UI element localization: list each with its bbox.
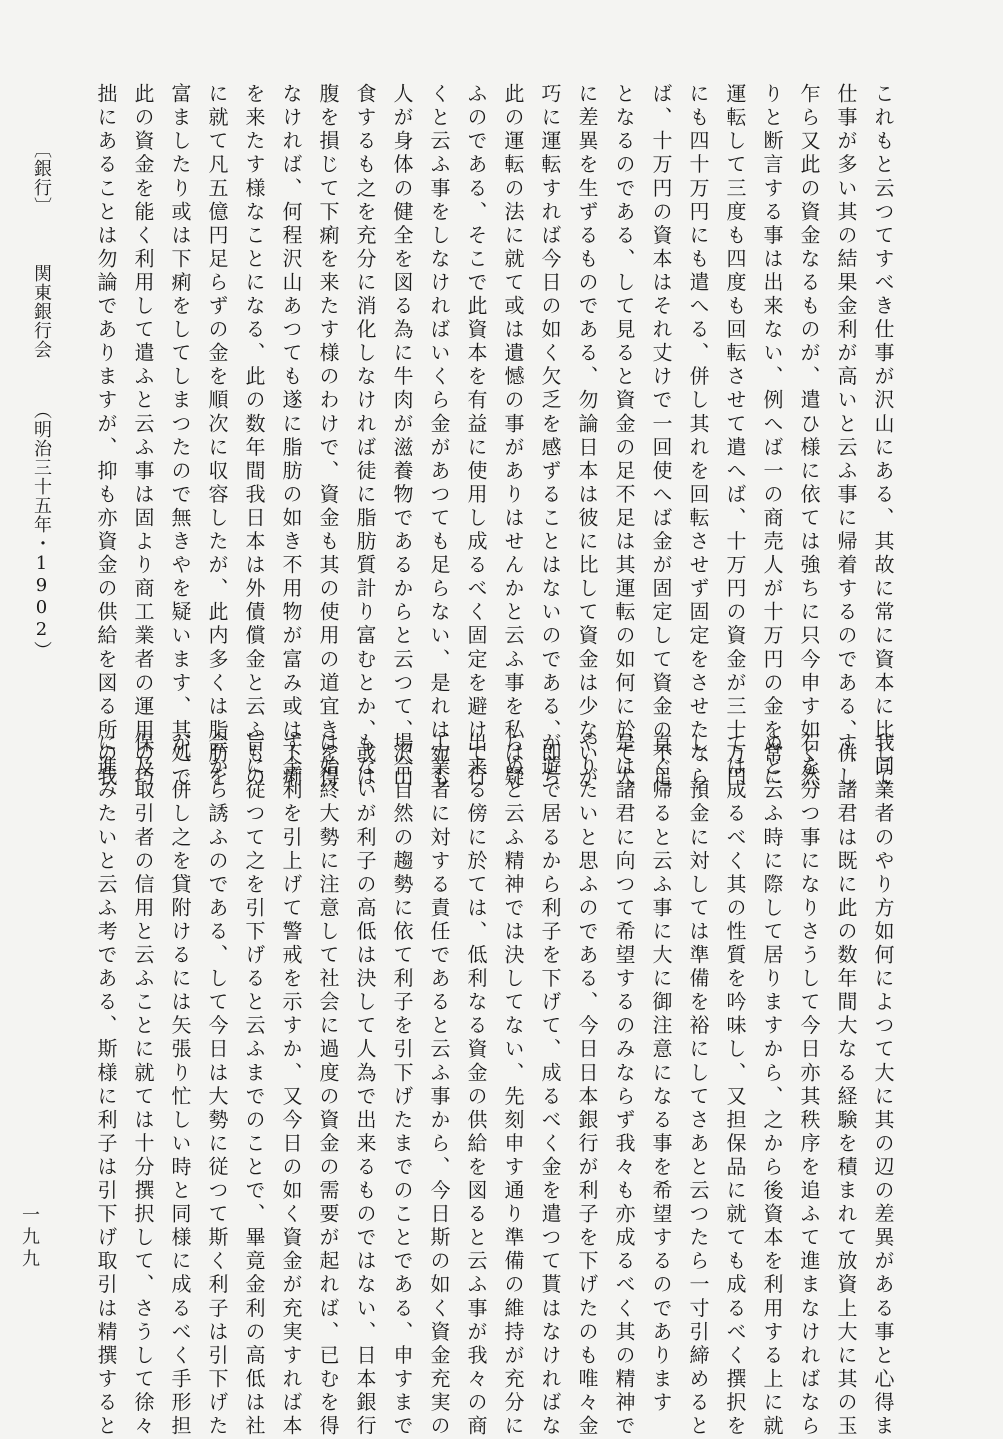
running-header xyxy=(28,140,54,660)
text-column: 此の運転の法に就て或は遺憾の事がありはせんかと云ふ事を私は疑 xyxy=(501,83,525,790)
text-column: 旨に従つて之を引下げると云ふまでのことで、畢竟金利の高低は社 xyxy=(242,732,266,1439)
text-column: となるのである、して見ると資金の足不足は其運転の如何に於て大 xyxy=(612,83,636,790)
text-column: くと云ふ事をしなければいくら金があつても足らない、是れは宛も xyxy=(427,83,451,790)
text-column: ば、十万円の資本はそれ丈けで一回使へば金が固定して資金の不足 xyxy=(649,83,673,790)
text-column: なければ、何程沢山あつても遂に脂肪の如き不用物が富み或は下痢 xyxy=(279,83,303,790)
text-column: は始終大勢に注意して社会に過度の資金の需要が起れば、已むを得 xyxy=(316,732,340,1439)
text-column: 直ぐ帰ると云ふ事に大に御注意になる事を希望するのであります xyxy=(649,732,673,1415)
text-column: これもと云つてすべき仕事が沢山にある、其故に常に資本に比して xyxy=(871,83,895,790)
text-column: 石を分つ事になりさうして今日亦其秩序を追ふて進まなければなら xyxy=(797,732,821,1439)
text-column: に差異を生ずるものである、勿論日本は彼に比して資金は少ないが xyxy=(575,83,599,790)
text-column: りと断言する事は出来ない、例へば一の商売人が十万円の金を常に xyxy=(760,83,784,790)
text-column: 此の資金を能く利用して遣ふと云ふ事は固より商工業者の運用の巧 xyxy=(131,83,155,790)
text-column: 人が身体の健全を図る為に牛肉が滋養物であるからと云つて、沢山 xyxy=(390,83,414,790)
text-column: し、預金に対しては準備を裕にしてさあと云つたら一寸引締めると xyxy=(686,732,710,1439)
text-column: 我同業者のやり方如何によつて大に其の辺の差異がある事と心得ま xyxy=(871,732,895,1439)
text-column: 拙にあることは勿論でありますが、抑も亦資金の供給を図る所の我 xyxy=(94,83,118,790)
text-column: にも四十万円にも遣へる、併し其れを回転させず固定をさせたなら xyxy=(686,83,710,790)
text-column: 工業者に対する責任であると云ふ事から、今日斯の如く資金充実の xyxy=(427,732,451,1439)
text-column: が遊で居るから利子を下げて、成るべく金を遣つて貰はなければな xyxy=(538,732,562,1439)
text-column: 富ましたり或は下痢をしてしまつたので無きやを疑います、其処で xyxy=(168,83,192,790)
text-column: ふのである、そこで此資本を有益に使用し成るべく固定を避けて行 xyxy=(464,83,488,790)
text-column: を来たす様なことになる、此の数年間我日本は外債償金と云ふもの xyxy=(242,83,266,790)
text-column: もないが利子の高低は決して人為で出来るものではない、日本銀行 xyxy=(353,732,377,1439)
text-column: 是は諸君に向つて希望するのみならず我々も亦成るべく其の精神で xyxy=(612,732,636,1439)
text-column: 保及取引者の信用と云ふことに就ては十分撰択して、さうして徐々 xyxy=(131,732,155,1439)
text-column: 食するも之を充分に消化しなければ徒に脂肪質計り富むとか、或は xyxy=(353,83,377,790)
text-column: ては成るべく其の性質を吟味し、又担保品に就ても成るべく撰択を xyxy=(723,732,747,1439)
text-column: に就て凡五億円足らずの金を順次に収容したが、此内多くは脂肪を xyxy=(205,83,229,790)
text-column: ず金利を引上げて警戒を示すか、又今日の如く資金が充実すれば本 xyxy=(279,732,303,1439)
text-column: やりたいと思ふのである、今日日本銀行が利子を下げたのも唯々金 xyxy=(575,732,599,1439)
text-column: に進みたいと云ふ考である、斯様に利子は引下げ取引は精撰すると xyxy=(94,732,118,1439)
text-column: 出来る傍に於ては、低利なる資金の供給を図ると云ふ事が我々の商 xyxy=(464,732,488,1439)
text-column: ぬと云ふ時に際して居りますから、之から後資本を利用する上に就 xyxy=(760,732,784,1439)
text-column: らぬと云ふ精神では決してない、先刻申す通り準備の維持が充分に xyxy=(501,732,525,1439)
text-column: 場合自然の趨勢に依て利子を引下げたまでのことである、申すまで xyxy=(390,732,414,1439)
text-column: 腹を損じて下痢を来たす様のわけで、資金も其の使用の道宜きを得 xyxy=(316,83,340,790)
text-column: 巧に運転すれば今日の如く欠乏を感ずることはないのである、即ち xyxy=(538,83,562,790)
header-label: 〔銀行〕 xyxy=(31,140,52,216)
text-column: す、諸君は既に此の数年間大なる経験を積まれて放資上大に其の玉 xyxy=(834,732,858,1439)
text-column: 仕事が多い其の結果金利が高いと云ふ事に帰着するのである、併し xyxy=(834,83,858,790)
text-column: 運転して三度も四度も回転させて遣へば、十万円の資金が三十万円 xyxy=(723,83,747,790)
header-association: 関東銀行会 xyxy=(31,264,52,359)
text-column: 乍ら又此の資金なるものが、遣ひ様に依ては強ちに只今申す如く然 xyxy=(797,83,821,790)
page-number: 一九九 xyxy=(19,1205,40,1271)
text-column: が、併し之を貸附けるには矢張り忙しい時と同様に成るべく手形担 xyxy=(168,732,192,1439)
text-column: 会から誘ふのである、して今日は大勢に従つて斯く利子は引下げた xyxy=(205,732,229,1439)
header-era: （明治三十五年・1902） xyxy=(31,401,52,660)
